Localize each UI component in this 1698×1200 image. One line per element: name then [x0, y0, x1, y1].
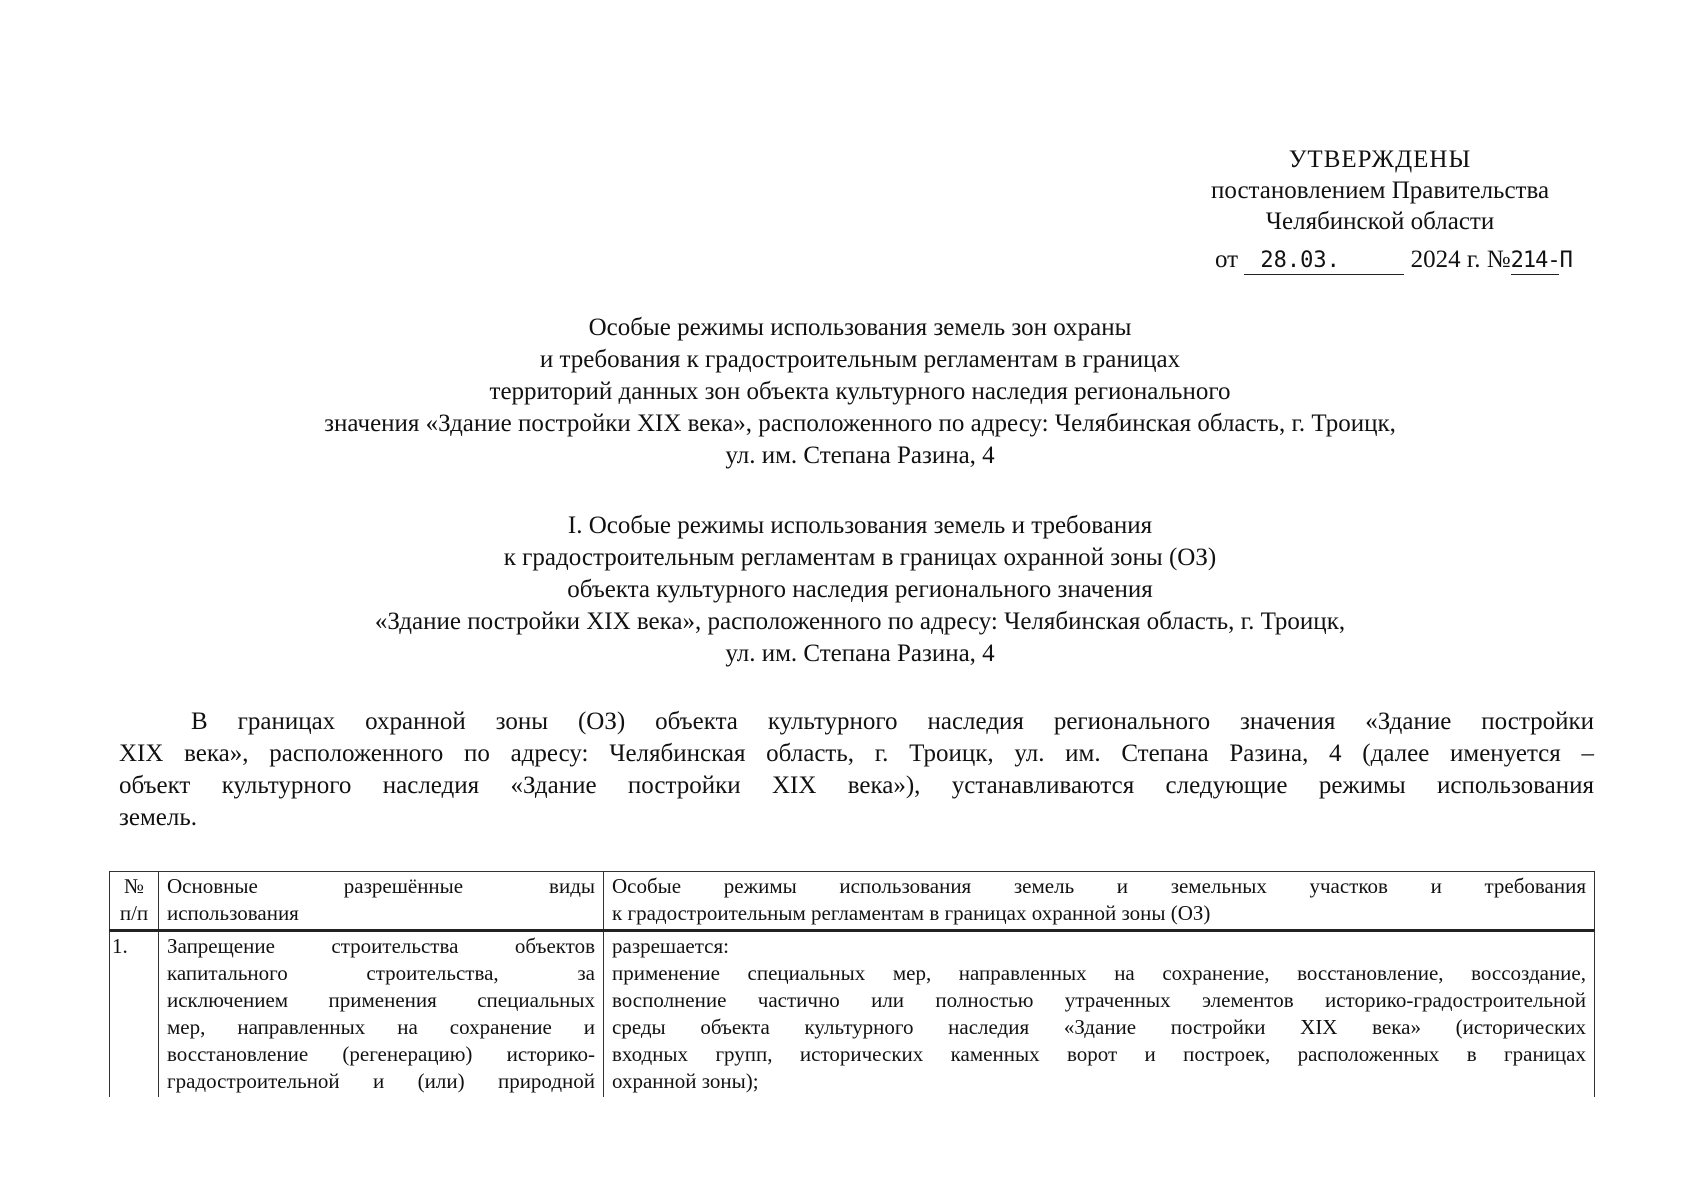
header-regimes-line: к градостроительным регламентам в границах охранной зоны (ОЗ) [612, 901, 1211, 925]
header-num-line: п/п [119, 901, 149, 925]
header-uses-line: использования [167, 901, 299, 925]
table-header-row [110, 872, 1595, 931]
row-uses-line: исключением применения специальных [167, 988, 595, 1012]
section-title-line: ул. им. Степана Разина, 4 [725, 640, 995, 667]
title-line: значения «Здание постройки XIX века», расположенного по адресу: Челябинская область, г. Троицк, [324, 410, 1396, 437]
approval-heading: УТВЕРЖДЕНЫ [1288, 146, 1472, 173]
intro-line: В границах охранной зоны (ОЗ) объекта культурного наследия регионального значения «Здание постройки [191, 708, 1594, 735]
row-regimes-line: восполнение частично или полностью утраченных элементов историко-градостроительной [612, 988, 1586, 1012]
approval-line-1: постановлением Правительства [1210, 177, 1550, 204]
title-line: территорий данных зон объекта культурного наследия регионального [489, 378, 1231, 405]
title-line: ул. им. Степана Разина, 4 [725, 442, 995, 469]
header-num-line: № [123, 874, 145, 898]
row-num: 1. [110, 931, 159, 1098]
regimes-table [109, 871, 1595, 1097]
row-regimes-line: среды объекта культурного наследия «Здание постройки XIX века» (исторических [612, 1015, 1586, 1039]
approval-date: 28.03. [1244, 248, 1404, 275]
row-regimes-line: входных групп, исторических каменных ворот и построек, расположенных в границах [612, 1042, 1586, 1066]
row-regimes-line: применение специальных мер, направленных на сохранение, восстановление, воссоздание, [612, 961, 1586, 985]
table-row [110, 931, 1595, 1098]
title-line: и требования к градостроительным регламентам в границах [539, 346, 1181, 373]
intro-paragraph [119, 706, 1594, 834]
header-uses-line: Основные разрешённые виды [167, 874, 595, 898]
section-title-line: к градостроительным регламентам в границах охранной зоны (ОЗ) [503, 544, 1217, 571]
header-num [110, 872, 159, 931]
approval-stamp [1150, 144, 1610, 237]
header-regimes-line: Особые режимы использования земель и земельных участков и требования [612, 874, 1586, 898]
section-title [120, 510, 1600, 670]
header-regimes [604, 872, 1595, 931]
date-prefix: от [1215, 246, 1239, 273]
intro-line: XIX века», расположенного по адресу: Челябинская область, г. Троицк, ул. им. Степана Разина, 4 (далее именуется – [119, 740, 1594, 767]
header-uses [159, 872, 604, 931]
title-line: Особые режимы использования земель зон охраны [588, 314, 1132, 341]
document-title [120, 312, 1600, 472]
intro-line: объект культурного наследия «Здание постройки XIX века»), устанавливаются следующие режимы использования [119, 772, 1594, 799]
row-regimes [604, 931, 1595, 1098]
section-title-line: объекта культурного наследия регионального значения [567, 576, 1153, 603]
row-uses-line: градостроительной и (или) природной [167, 1069, 595, 1093]
row-uses-line: восстановление (регенерацию) историко- [167, 1042, 595, 1066]
intro-line: земель. [119, 804, 198, 831]
year-suffix: 2024 г. № [1410, 246, 1511, 273]
section-title-line: I. Особые режимы использования земель и требования [567, 512, 1153, 539]
row-uses [159, 931, 604, 1098]
row-regimes-line: охранной зоны); [612, 1069, 759, 1093]
approval-date-line [1215, 244, 1572, 275]
approval-number: 214-П [1510, 248, 1572, 273]
row-uses-line: Запрещение строительства объектов [167, 934, 595, 958]
section-title-line: «Здание постройки XIX века», расположенного по адресу: Челябинская область, г. Троицк, [374, 608, 1346, 635]
approval-line-2: Челябинской области [1265, 208, 1495, 235]
row-regimes-line: разрешается: [612, 934, 729, 958]
row-uses-line: мер, направленных на сохранение и [167, 1015, 595, 1039]
row-uses-line: капитального строительства, за [167, 961, 595, 985]
